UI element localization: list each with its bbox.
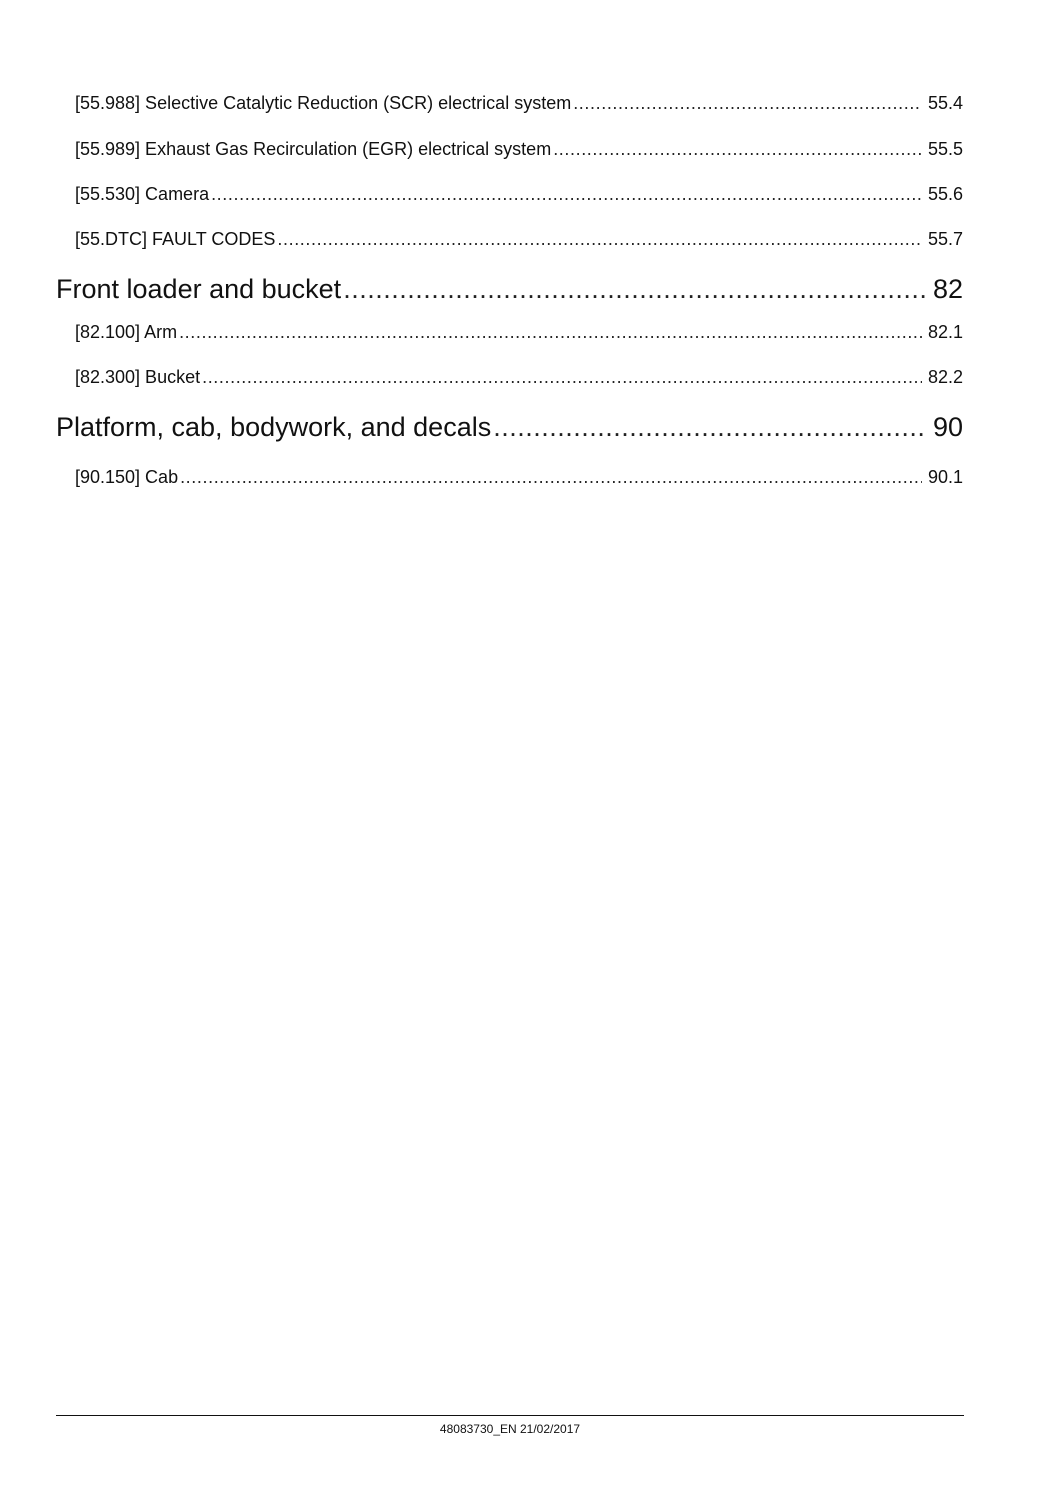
toc-entry-page: 55.4 — [927, 93, 963, 113]
toc-entry-title: [55.988] Selective Catalytic Reduction (SCR) electrical system — [75, 93, 572, 113]
toc-entry-title: [90.150] Cab — [75, 467, 179, 487]
toc-entry-title: [55.DTC] FAULT CODES — [75, 229, 276, 249]
toc-entry-camera[interactable] — [75, 184, 963, 205]
toc-chapter-title: Front loader and bucket — [56, 274, 342, 304]
toc-entry-page: 55.5 — [927, 139, 963, 159]
toc-chapter-platform-cab[interactable] — [56, 412, 963, 443]
toc-entry-title: [82.100] Arm — [75, 322, 178, 342]
dot-leader — [493, 412, 927, 443]
toc-entry-title: [82.300] Bucket — [75, 367, 201, 387]
toc-entry-egr-electrical[interactable] — [75, 139, 963, 160]
toc-entry-scr-electrical[interactable] — [75, 93, 963, 114]
toc-chapter-title: Platform, cab, bodywork, and decals — [56, 412, 492, 442]
dot-leader — [573, 93, 922, 114]
toc-chapter-page: 90 — [932, 412, 963, 442]
toc-chapter-page: 82 — [932, 274, 963, 304]
toc-entry-title: [55.989] Exhaust Gas Recirculation (EGR) electrical system — [75, 139, 552, 159]
toc-entry-cab[interactable] — [75, 467, 963, 488]
dot-leader — [277, 229, 922, 250]
toc-entry-page: 82.2 — [927, 367, 963, 387]
toc-entry-page: 55.7 — [927, 229, 963, 249]
dot-leader — [179, 322, 922, 343]
dot-leader — [211, 184, 922, 205]
toc-entry-title: [55.530] Camera — [75, 184, 210, 204]
dot-leader — [343, 274, 927, 305]
dot-leader — [553, 139, 922, 160]
toc-entry-page: 55.6 — [927, 184, 963, 204]
dot-leader — [202, 367, 922, 388]
document-footer: 48083730_EN 21/02/2017 — [439, 1422, 581, 1436]
toc-entry-page: 90.1 — [927, 467, 963, 487]
toc-entry-page: 82.1 — [927, 322, 963, 342]
toc-entry-fault-codes[interactable] — [75, 229, 963, 250]
dot-leader — [180, 467, 922, 488]
toc-entry-bucket[interactable] — [75, 367, 963, 388]
toc-chapter-front-loader[interactable] — [56, 274, 963, 305]
toc-entry-arm[interactable] — [75, 322, 963, 343]
footer-divider — [56, 1415, 964, 1416]
